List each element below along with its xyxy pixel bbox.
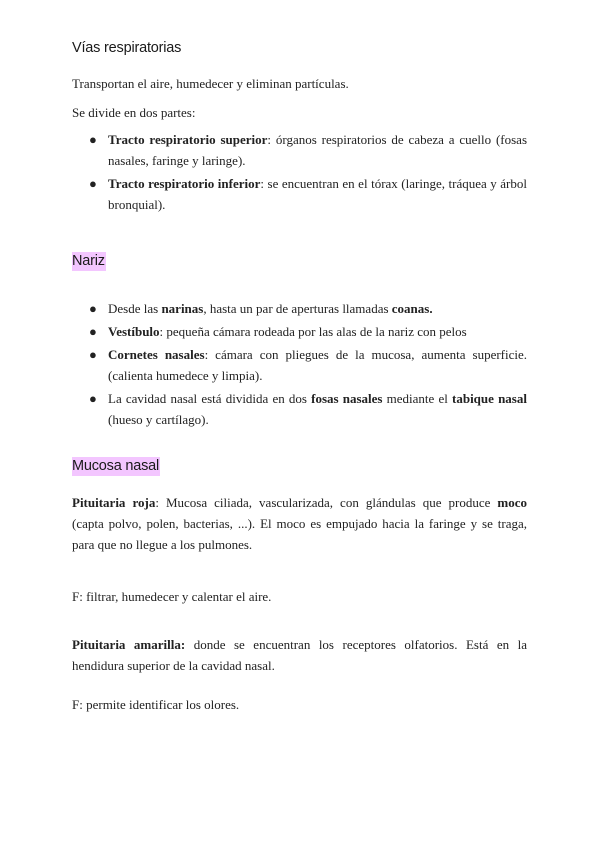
list-item: ● Desde las narinas, hasta un par de aperturas llamadas coanas. (89, 301, 433, 316)
paragraph-pituitaria-roja: Pituitaria roja: Mucosa ciliada, vascularizada, con glándulas que produce moco (capta polvo, polen, bacterias, ...). El moco es empujado hacia la faringe y se traga, para que no llegue a los pulmones. (72, 495, 527, 552)
paragraph-function-2 (72, 694, 527, 715)
paragraph-pituitaria-amarilla: Pituitaria amarilla: donde se encuentran los receptores olfatorios. Está en la hendidura superior de la cavidad nasal. (72, 637, 527, 673)
heading-nariz: Nariz (72, 253, 105, 269)
heading-mucosa-nasal: Mucosa nasal (72, 458, 160, 474)
tracts-list (72, 129, 527, 217)
intro-text: Transportan el aire, humedecer y eliminan partículas. (72, 76, 349, 91)
list-item: ● Cornetes nasales: cámara con pliegues de la mucosa, aumenta superficie. (calienta humedece y limpia). (89, 347, 528, 383)
nariz-list (72, 298, 527, 432)
divide-text: Se divide en dos partes: (72, 105, 196, 120)
list-item: ● Tracto respiratorio superior: órganos respiratorios de cabeza a cuello (fosas nasales, faringe y laringe). (89, 132, 528, 168)
list-item: ● Vestíbulo: pequeña cámara rodeada por las alas de la nariz con pelos (89, 324, 467, 339)
heading-vias-respiratorias: Vías respiratorias (72, 40, 182, 56)
paragraph-intro (72, 73, 527, 94)
paragraph-divide (72, 102, 527, 123)
function-text: F: permite identificar los olores. (72, 697, 240, 712)
paragraph-function-1 (72, 586, 527, 607)
list-item: ● La cavidad nasal está dividida en dos fosas nasales mediante el tabique nasal (hueso y cartílago). (89, 391, 527, 427)
function-text: F: filtrar, humedecer y calentar el aire. (72, 589, 272, 604)
list-item: ● Tracto respiratorio inferior: se encuentran en el tórax (laringe, tráquea y árbol bronquial). (89, 176, 527, 212)
